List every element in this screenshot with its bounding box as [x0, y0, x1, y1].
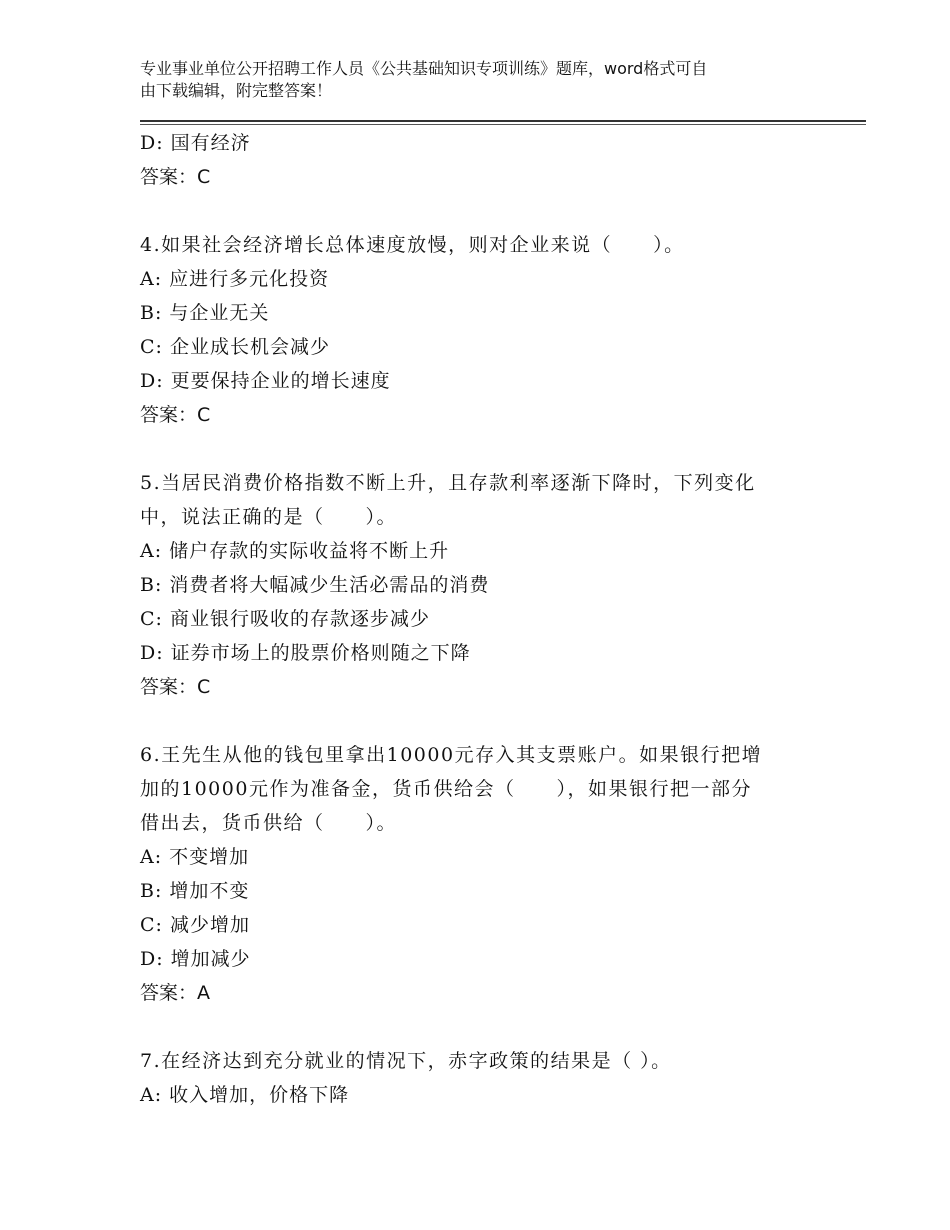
answer: 答案：C — [140, 166, 211, 188]
option-a: A: 收入增加，价格下降 — [140, 1084, 350, 1106]
option-d: D: 增加减少 — [140, 948, 251, 970]
question-content — [140, 126, 820, 1112]
option-c: C: 减少增加 — [140, 914, 250, 936]
question-6-stem-line-2: 加的10000元作为准备金，货币供给会（ ），如果银行把一部分 — [140, 778, 752, 800]
header-divider-thin — [140, 124, 866, 125]
answer: 答案：C — [140, 404, 211, 426]
option-a: A: 储户存款的实际收益将不断上升 — [140, 540, 450, 562]
header-line-2: 由下载编辑，附完整答案！ — [140, 81, 333, 100]
answer: 答案：A — [140, 982, 210, 1004]
option-a: A: 应进行多元化投资 — [140, 268, 330, 290]
option-c: C: 商业银行吸收的存款逐步减少 — [140, 608, 430, 630]
option-d: D: 更要保持企业的增长速度 — [140, 370, 391, 392]
spacer — [140, 194, 820, 228]
spacer — [140, 1010, 820, 1044]
question-6-stem-line-3: 借出去，货币供给（ ）。 — [140, 812, 398, 834]
option-d: D: 证券市场上的股票价格则随之下降 — [140, 642, 471, 664]
question-6-stem-line-1: 6.王先生从他的钱包里拿出10000元存入其支票账户。如果银行把增 — [140, 744, 763, 766]
option-a: A: 不变增加 — [140, 846, 250, 868]
header-divider-thick — [140, 120, 866, 122]
answer: 答案：C — [140, 676, 211, 698]
question-4-stem: 4.如果社会经济增长总体速度放慢，则对企业来说（ ）。 — [140, 234, 685, 256]
header-line-1: 专业事业单位公开招聘工作人员《公共基础知识专项训练》题库，word格式可自 — [140, 59, 708, 78]
option-c: C: 企业成长机会减少 — [140, 336, 330, 358]
question-5-stem-line-1: 5.当居民消费价格指数不断上升，且存款利率逐渐下降时，下列变化 — [140, 472, 756, 494]
spacer — [140, 704, 820, 738]
option-b: B: 增加不变 — [140, 880, 250, 902]
option-b: B: 与企业无关 — [140, 302, 270, 324]
spacer — [140, 432, 820, 466]
question-7-stem: 7.在经济达到充分就业的情况下，赤字政策的结果是（ ）。 — [140, 1050, 672, 1072]
question-5-stem-line-2: 中，说法正确的是（ ）。 — [140, 506, 398, 528]
option-b: B: 消费者将大幅减少生活必需品的消费 — [140, 574, 490, 596]
document-header — [140, 58, 840, 102]
option-d: D: 国有经济 — [140, 132, 251, 154]
